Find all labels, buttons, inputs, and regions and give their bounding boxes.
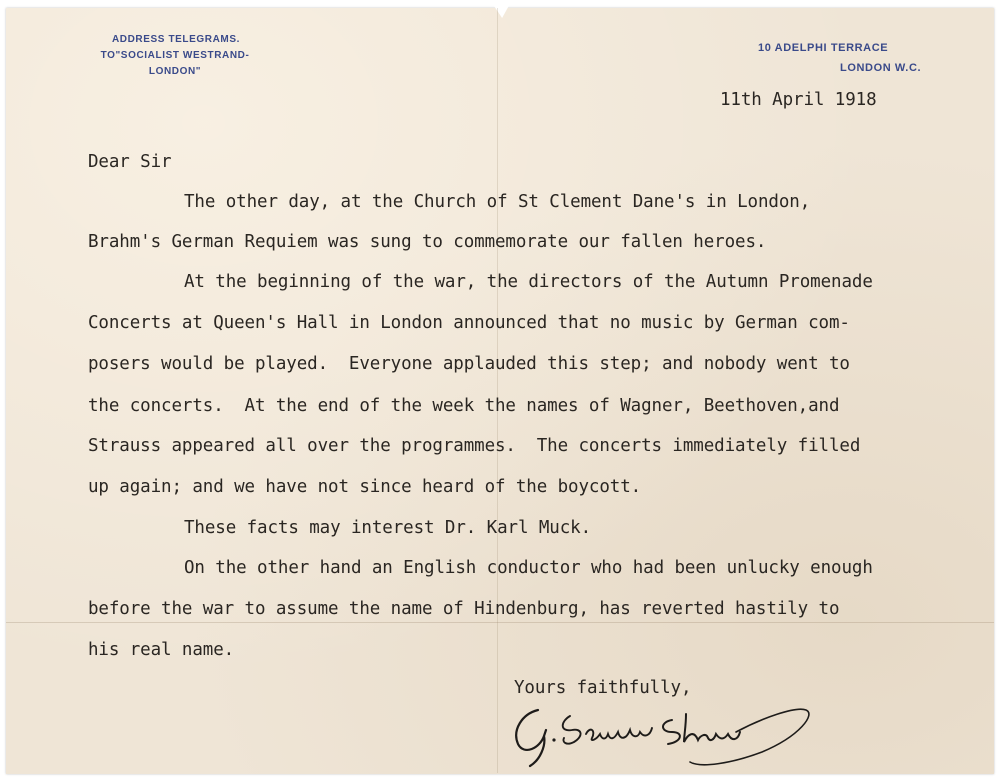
telegram-address: [80, 32, 270, 80]
body-line: On the other hand an English conductor who had been unlucky enough: [184, 558, 873, 578]
body-line: up again; and we have not since heard of the boycott.: [88, 477, 642, 497]
body-line: These facts may interest Dr. Karl Muck.: [184, 518, 591, 538]
body-line: At the beginning of the war, the directors of the Autumn Promenade: [184, 272, 873, 292]
telegram-address-line2: TO"SOCIALIST WESTRAND-LONDON": [100, 50, 250, 77]
body-line: The other day, at the Church of St Clement Dane's in London,: [184, 192, 811, 212]
horizontal-fold-line: [6, 622, 994, 623]
signature: [500, 696, 820, 776]
body-line: posers would be played. Everyone applauded this step; and nobody went to: [88, 354, 850, 374]
body-line: Concerts at Queen's Hall in London announced that no music by German com-: [88, 313, 850, 333]
vertical-fold-line: [497, 8, 498, 773]
salutation: Dear Sir: [88, 152, 172, 172]
body-line: Strauss appeared all over the programmes. The concerts immediately filled: [88, 436, 861, 456]
telegram-address-line1: ADDRESS TELEGRAMS.: [111, 34, 241, 45]
letter-date: 11th April 1918: [720, 90, 877, 110]
body-line: his real name.: [88, 640, 235, 660]
postal-address: [758, 38, 921, 78]
body-line: Brahm's German Requiem was sung to commemorate our fallen heroes.: [88, 232, 767, 252]
postal-address-line2: LONDON W.C.: [840, 62, 922, 74]
body-line: before the war to assume the name of Hindenburg, has reverted hastily to: [88, 599, 840, 619]
postal-address-line1: 10 ADELPHI TERRACE: [758, 42, 889, 54]
body-line: the concerts. At the end of the week the names of Wagner, Beethoven,and: [88, 396, 840, 416]
closing: Yours faithfully,: [514, 678, 692, 698]
